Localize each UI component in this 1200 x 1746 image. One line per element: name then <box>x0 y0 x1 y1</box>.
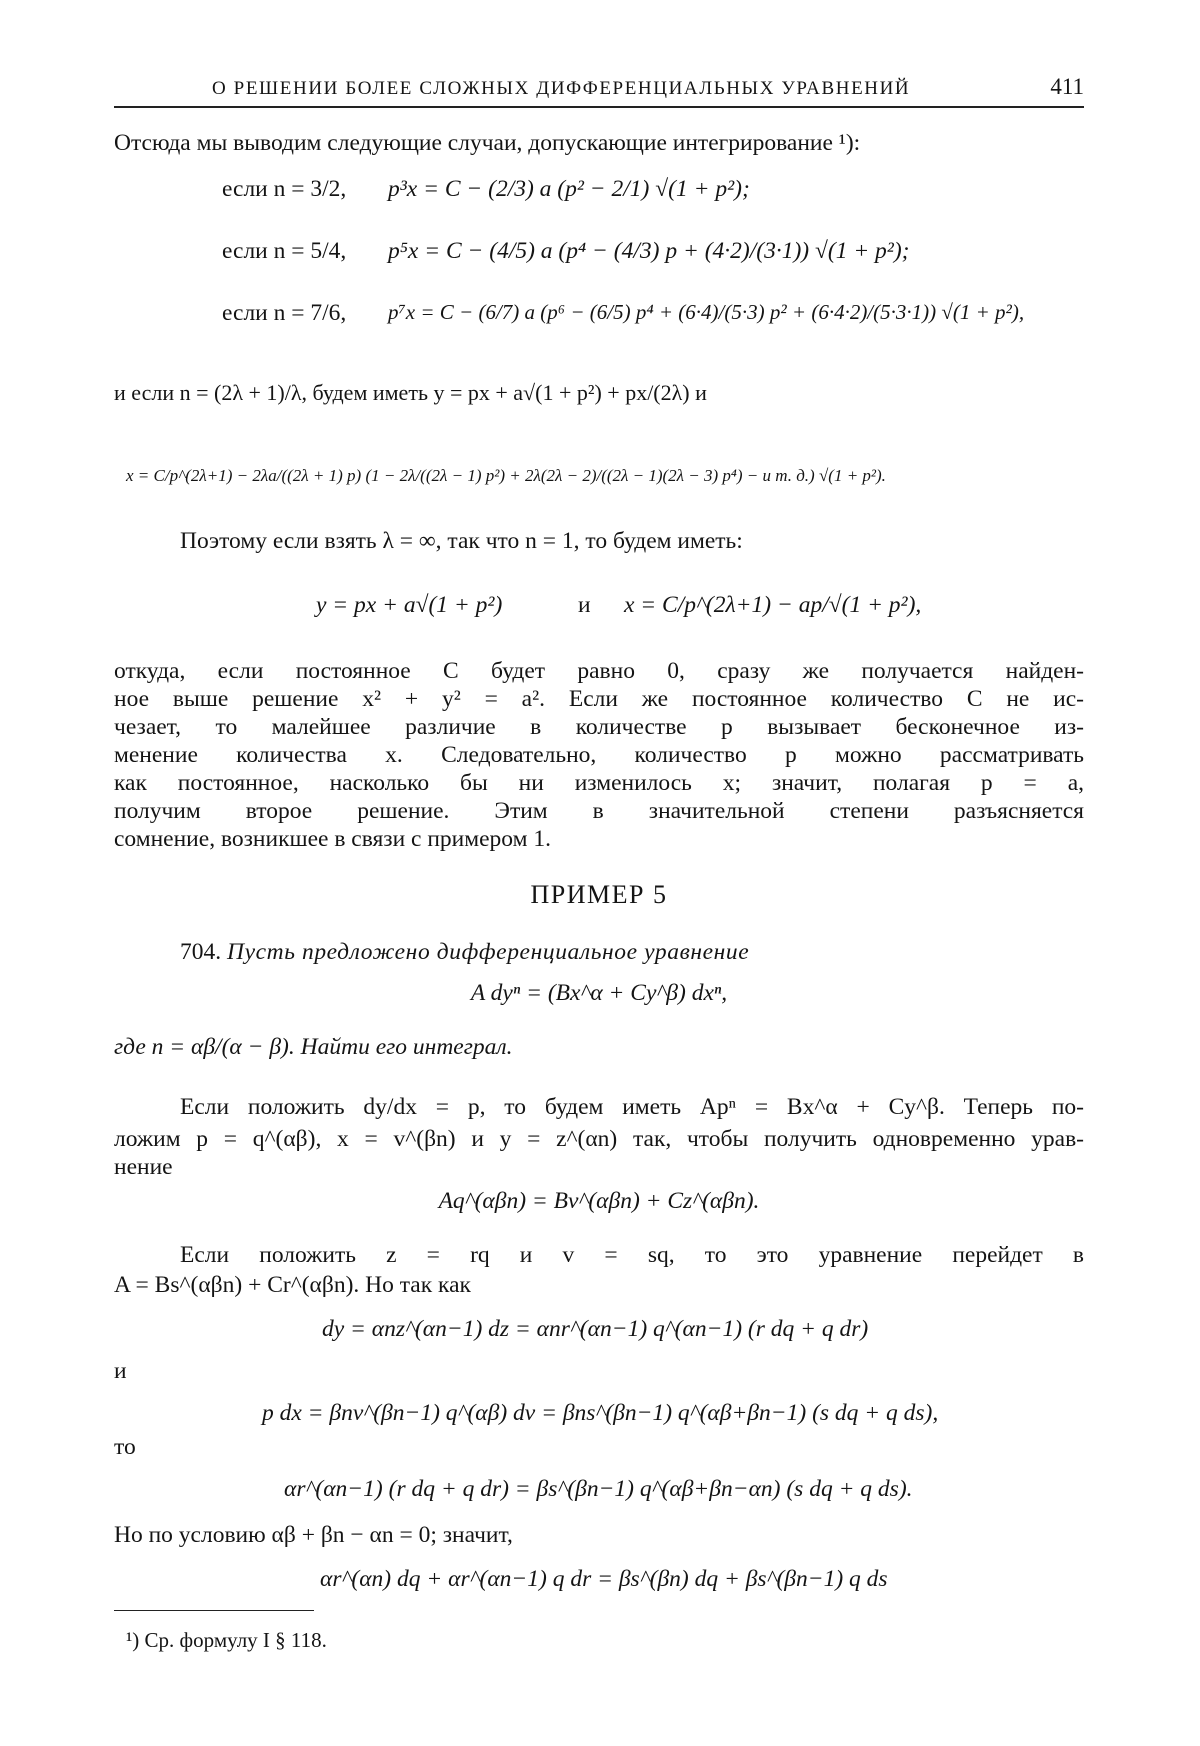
solution-equation: Aq^(αβn) = Bv^(αβn) + Cz^(αβn). <box>438 1188 760 1214</box>
solution-line: ложим p = q^(αβ), x = v^(βn) и y = z^(αn) так, чтобы получить одновременно урав- <box>114 1126 1084 1152</box>
problem-condition: где n = αβ/(α − β). Найти его интеграл. <box>114 1034 513 1060</box>
connective-word: и <box>114 1358 127 1384</box>
solution-equation: p dx = βnv^(βn−1) q^(αβ) dv = βns^(βn−1) q^(αβ+βn−1) (s dq + q ds), <box>262 1400 939 1426</box>
intro-line: Отсюда мы выводим следующие случаи, допускающие интегрирование ¹): <box>114 130 861 156</box>
conjunction: и <box>578 592 591 618</box>
solution-line: Если положить dy/dx = p, то будем иметь Apⁿ = Bx^α + Cy^β. Теперь по- <box>180 1094 1084 1120</box>
section-title: ПРИМЕР 5 <box>530 880 668 909</box>
limit-formula-x: x = C/p^(2λ+1) − ap/√(1 + p²), <box>624 592 922 618</box>
solution-equation: dy = αnz^(αn−1) dz = αnr^(αn−1) q^(αn−1) (r dq + q dr) <box>322 1316 869 1342</box>
paragraph-line: откуда, если постоянное C будет равно 0, сразу же получается найден- <box>114 658 1084 684</box>
page-header <box>114 72 1084 108</box>
paragraph-line: как постоянное, насколько бы ни изменилось x; значит, полагая p = a, <box>114 770 1084 796</box>
solution-line: Но по условию αβ + βn − αn = 0; значит, <box>114 1522 513 1548</box>
footnote: ¹) Ср. формулу I § 118. <box>126 1628 327 1652</box>
paragraph-line: ное выше решение x² + y² = a². Если же постоянное количество C не ис- <box>114 686 1084 712</box>
solution-line: нение <box>114 1154 173 1180</box>
solution-line: Если положить z = rq и v = sq, то это уравнение перейдет в <box>180 1242 1084 1268</box>
page-number: 411 <box>1050 74 1084 99</box>
case-formula: p⁵x = C − (4/5) a (p⁴ − (4/3) p + (4·2)/(3·1)) √(1 + p²); <box>388 238 910 264</box>
case-formula: p⁷x = C − (6/7) a (p⁶ − (6/5) p⁴ + (6·4)/(5·3) p² + (6·4·2)/(5·3·1)) √(1 + p²), <box>388 300 1025 324</box>
general-case-line: и если n = (2λ + 1)/λ, будем иметь y = px + a√(1 + p²) + px/(2λ) и <box>114 380 707 405</box>
paragraph-line: сомнение, возникшее в связи с примером 1. <box>114 826 551 852</box>
case-condition: если n = 3/2, <box>222 176 347 202</box>
problem-text: Пусть предложено дифференциальное уравнение <box>227 939 750 965</box>
solution-equation: αr^(αn) dq + αr^(αn−1) q dr = βs^(βn) dq + βs^(βn−1) q ds <box>320 1566 888 1592</box>
problem-statement <box>180 939 749 966</box>
solution-equation: αr^(αn−1) (r dq + q dr) = βs^(βn−1) q^(αβ+βn−αn) (s dq + q ds). <box>284 1476 913 1502</box>
case-condition: если n = 7/6, <box>222 300 347 326</box>
connective-word: то <box>114 1434 136 1460</box>
paragraph-line: менение количества x. Следовательно, количество p можно рассматривать <box>114 742 1084 768</box>
case-condition: если n = 5/4, <box>222 238 347 264</box>
solution-line: A = Bs^(αβn) + Cr^(αβn). Но так как <box>114 1272 471 1298</box>
problem-number: 704. <box>180 939 222 965</box>
paragraph-line: получим второе решение. Этим в значительной степени разъясняется <box>114 798 1084 824</box>
general-x-formula: x = C/p^(2λ+1) − 2λa/((2λ + 1) p) (1 − 2λ/((2λ − 1) p²) + 2λ(2λ − 2)/((2λ − 1)(2λ − 3) p⁴) − и т. д.) √(1 + p²). <box>126 466 886 485</box>
limit-formula-y: y = px + a√(1 + p²) <box>316 592 503 618</box>
paragraph-line: чезает, то малейшее различие в количестве p вызывает бесконечное из- <box>114 714 1084 740</box>
case-formula: p³x = C − (2/3) a (p² − 2/1) √(1 + p²); <box>388 176 750 202</box>
paragraph-line: Поэтому если взять λ = ∞, так что n = 1, то будем иметь: <box>180 528 743 554</box>
footnote-divider <box>114 1610 314 1611</box>
running-title: О РЕШЕНИИ БОЛЕЕ СЛОЖНЫХ ДИФФЕРЕНЦИАЛЬНЫХ УРАВНЕНИЙ <box>212 78 911 99</box>
problem-equation: A dyⁿ = (Bx^α + Cy^β) dxⁿ, <box>470 980 728 1006</box>
